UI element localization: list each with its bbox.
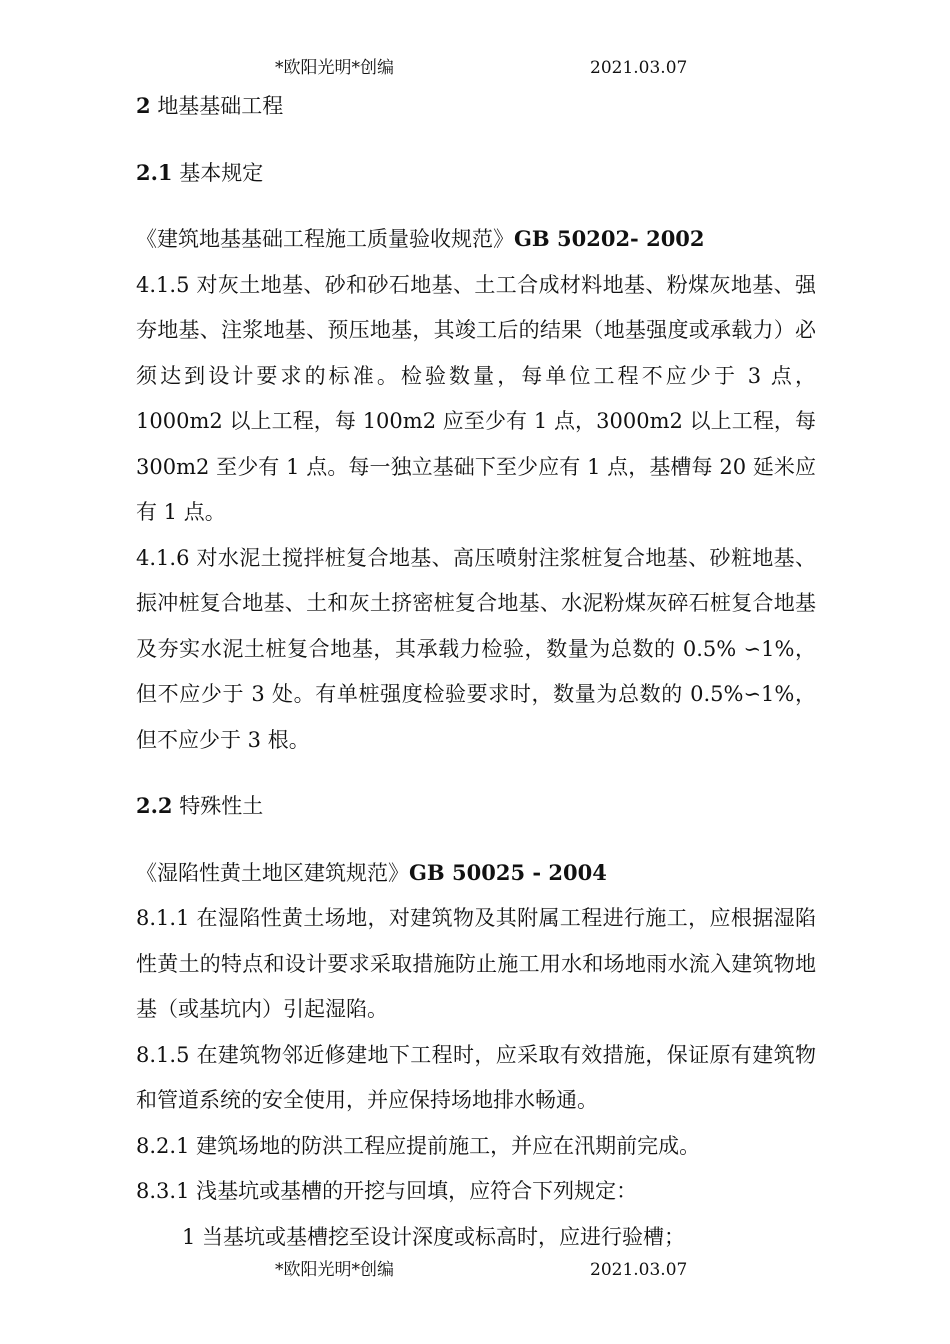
section-title: 特殊性土 xyxy=(179,794,264,818)
clause-8-1-5: 8.1.5 在建筑物邻近修建地下工程时，应采取有效措施，保证原有建筑物和管道系统的安全使用，并应保持场地排水畅通。 xyxy=(136,1042,816,1112)
standard-code: GB 50202- 2002 xyxy=(514,226,705,251)
page-header xyxy=(0,53,950,83)
header-author: *欧阳光明*创编 xyxy=(275,58,394,78)
section-heading-2 xyxy=(136,83,816,130)
clause-8-2-1: 8.2.1 建筑场地的防洪工程应提前施工，并应在汛期前完成。 xyxy=(136,1133,701,1158)
clause-4-1-5: 4.1.5 对灰土地基、砂和砂石地基、土工合成材料地基、粉煤灰地基、强夯地基、注浆地基、预压地基，其竣工后的结果（地基强度或承载力）必须达到设计要求的标准。检验数量，每单位工程不应少于 3 点，1000m2 以上工程，每 100m2 应至少有 1 点，3000m2 以上工程，每 300m2 至少有 1 点。每一独立基础下至少应有 1 点，基槽每 20 延米应有 1 点。 xyxy=(136,272,816,524)
clause-8-1-1: 8.1.1 在湿陷性黄土场地，对建筑物及其附属工程进行施工，应根据湿陷性黄土的特点和设计要求采取措施防止施工用水和场地雨水流入建筑物地基（或基坑内）引起湿陷。 xyxy=(136,906,816,1021)
section-number: 2.2 xyxy=(136,793,173,818)
clause-8-3-1-item-1: 1 当基坑或基槽挖至设计深度或标高时，应进行验槽； xyxy=(182,1224,686,1249)
section-number: 2 xyxy=(136,93,151,118)
section-number: 2.1 xyxy=(136,159,173,185)
section-title: 基本规定 xyxy=(179,160,264,185)
standard-title-2 xyxy=(136,850,816,897)
standard-name: 《湿陷性黄土地区建筑规范》 xyxy=(136,860,409,885)
clause-8-3-1: 8.3.1 浅基坑或基槽的开挖与回填，应符合下列规定： xyxy=(136,1179,638,1203)
section-title: 地基基础工程 xyxy=(157,94,284,118)
standard-name: 《建筑地基基础工程施工质量验收规范》 xyxy=(136,227,514,251)
standard-code: GB 50025 - 2004 xyxy=(409,859,607,885)
header-date: 2021.03.07 xyxy=(590,58,688,78)
section-heading-2-1 xyxy=(136,150,816,197)
document-body xyxy=(136,83,816,1260)
footer-author: *欧阳光明*创编 xyxy=(275,1260,394,1280)
section-heading-2-2 xyxy=(136,783,816,830)
page-footer xyxy=(0,1255,950,1285)
standard-title-1 xyxy=(136,216,816,263)
clause-4-1-6: 4.1.6 对水泥土搅拌桩复合地基、高压喷射注浆桩复合地基、砂粧地基、振冲桩复合地基、土和灰土挤密桩复合地基、水泥粉煤灰碎石桩复合地基及夯实水泥土桩复合地基，其承载力检验，数量为总数的 0.5% ∽1%，但不应少于 3 处。有单桩强度检验要求时，数量为总数的 0.5%∽1%，但不应少于 3 根。 xyxy=(136,545,816,752)
footer-date: 2021.03.07 xyxy=(590,1260,688,1280)
